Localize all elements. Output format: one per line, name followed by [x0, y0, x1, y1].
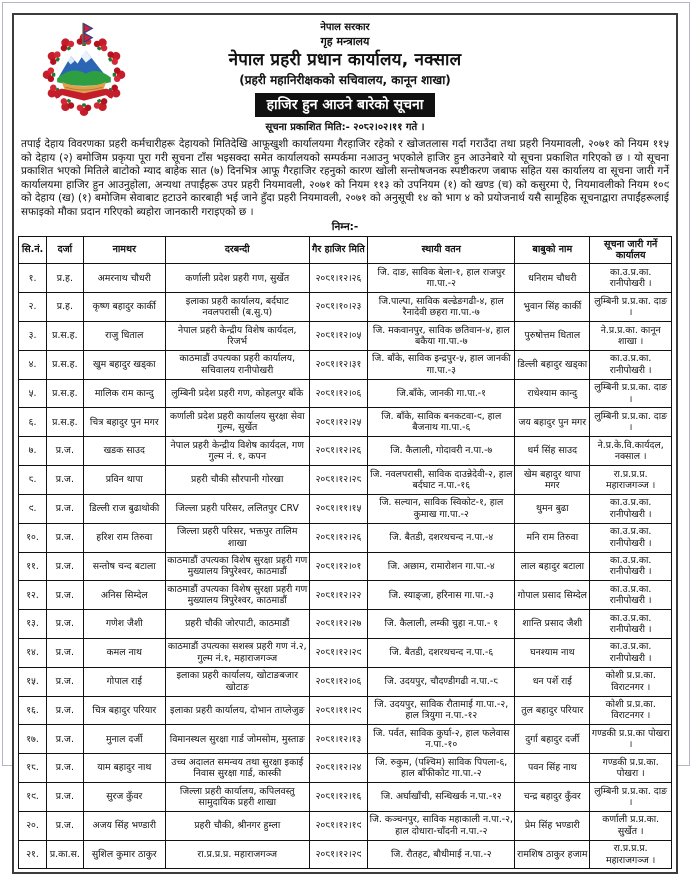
table-row — [19, 408, 672, 437]
cell-sn: ६. — [19, 408, 47, 437]
cell-name: खुम बहादुर खड्का — [83, 350, 165, 379]
cell-rank: प्र.ज. — [47, 667, 84, 696]
cell-name: अजय सिंह भण्डारी — [83, 811, 165, 840]
cell-name: हरिश राम तिरुवा — [83, 523, 165, 552]
cell-sn: २. — [19, 293, 47, 322]
cell-absent-date: २०८१।१२।३१ — [309, 350, 368, 379]
cell-absent-date: २०८१।१२।२५ — [309, 408, 368, 437]
cell-absent-date: २०८१।१२।२६ — [309, 523, 368, 552]
cell-sn: १९. — [19, 783, 47, 812]
table-row — [19, 293, 672, 322]
cell-rank: प्र.ज. — [47, 494, 84, 523]
cell-permanent-address: जि. बाँके, साविक इन्द्रपुर-५, हाल जानकी गा.पा.-३ — [368, 350, 515, 379]
cell-posting: प्रहरी चौकी सौरपानी गोरखा — [165, 466, 309, 495]
cell-issuing-office: ने.प्र.के.वि.कार्यदल, नक्साल । — [590, 437, 672, 466]
cell-father-name: राधेश्याम कान्दु — [515, 379, 590, 408]
cell-rank: प्र.ज. — [47, 610, 84, 639]
cell-father-name: डिल्ली बहादुर खड्का — [515, 350, 590, 379]
cell-absent-date: २०८१।१२।१३ — [309, 725, 368, 754]
cell-father-name: दुर्गा बहादुर दर्जी — [515, 725, 590, 754]
cell-permanent-address: जि. कैलाली, लम्की चुहा न.पा.- १ — [368, 610, 515, 639]
cell-issuing-office: गण्डकी प्र.प्र.का पोखरा । — [590, 725, 672, 754]
col-header-rank: दर्जा — [47, 236, 84, 264]
cell-sn: १५. — [19, 667, 47, 696]
cell-father-name: खेम बहादुर थापा मगर — [515, 466, 590, 495]
cell-absent-date: २०८१।१२।२२ — [309, 581, 368, 610]
cell-issuing-office: का.उ.प्र.का. रानीपोखरी । — [590, 494, 672, 523]
col-header-permanent-address: स्थायी वतन — [368, 236, 515, 264]
cell-sn: ४. — [19, 350, 47, 379]
table-row — [19, 638, 672, 667]
cell-permanent-address: जि. अछाम, रामारोशन गा.पा.-४ — [368, 552, 515, 581]
cell-permanent-address: जि. रौतहट, बौधीमाई न.पा.-२ — [368, 840, 515, 869]
cell-sn: ५. — [19, 379, 47, 408]
cell-name: मुनाल दर्जी — [83, 725, 165, 754]
cell-name: सन्तोष चन्द बटाला — [83, 552, 165, 581]
cell-sn: १४. — [19, 638, 47, 667]
cell-permanent-address: जि. सल्यान, साविक स्विकोट-१, हाल कुमाख गा.पा.-२ — [368, 494, 515, 523]
cell-absent-date: २०८१।११।१५ — [309, 494, 368, 523]
cell-rank: प्र.ज. — [47, 552, 84, 581]
header-sub-office: (प्रहरी महानिरीक्षकको सचिवालय, कानून शाखा) — [239, 73, 451, 87]
cell-name: खडक साउद — [83, 437, 165, 466]
cell-issuing-office: कर्णाली प्र.प्र.का. सुर्खेत । — [590, 811, 672, 840]
cell-father-name: धर्म सिंह साउद — [515, 437, 590, 466]
cell-issuing-office: रा.प्र.प्र.प्र. महाराजगञ्ज । — [590, 466, 672, 495]
cell-issuing-office: का.उ.प्र.का. रानीपोखरी । — [590, 350, 672, 379]
cell-name: डिल्ली राज बुढाथोकी — [83, 494, 165, 523]
document-header — [17, 19, 673, 135]
cell-father-name: थुमन बुढा — [515, 494, 590, 523]
cell-permanent-address: जि. स्याङ्जा, हरिनास गा.पा.-३ — [368, 581, 515, 610]
cell-permanent-address: जि. दाङ, साविक बेला-१, हाल राजपुर गा.पा.-२ — [368, 264, 515, 293]
header-office-name: नेपाल प्रहरी प्रधान कार्यालय, नक्साल — [228, 50, 462, 70]
cell-sn: ७. — [19, 437, 47, 466]
table-row — [19, 754, 672, 783]
cell-rank: प्र.ज. — [47, 754, 84, 783]
cell-father-name: पुरुषोत्तम धिताल — [515, 322, 590, 351]
cell-name: याम बहादुर नाथ — [83, 754, 165, 783]
cell-permanent-address: जि.बाँके, जानकी गा.पा.-१ — [368, 379, 515, 408]
cell-posting: नेपाल प्रहरी केन्द्रीय विशेष कार्यदल, रिजर्भ — [165, 322, 309, 351]
cell-rank: प्र.ज. — [47, 638, 84, 667]
cell-father-name: तुल बहादुर परियार — [515, 696, 590, 725]
cell-name: सुरज कुँवर — [83, 783, 165, 812]
cell-posting: नेपाल प्रहरी केन्द्रीय विशेष कार्यदल, गण गुल्म नं. १, कपन — [165, 437, 309, 466]
cell-sn: ३. — [19, 322, 47, 351]
cell-issuing-office: लुम्बिनी प्र.प्र.का. दाङ । — [590, 783, 672, 812]
cell-absent-date: २०८१।१२।०१ — [309, 552, 368, 581]
cell-posting: काठमाडौं उपत्यका विशेष सुरक्षा प्रहरी गण मुख्यालय त्रिपुरेश्वर, काठमाडौं — [165, 552, 309, 581]
table-row — [19, 610, 672, 639]
cell-father-name: रामशिष ठाकुर हजाम — [515, 840, 590, 869]
header-ministry: गृह मन्त्रालय — [320, 35, 370, 48]
cell-sn: १. — [19, 264, 47, 293]
cell-posting: उच्च अदालत समन्वय तथा सुरक्षा इकाई निवास सुरक्षा गार्ड, कास्की — [165, 754, 309, 783]
cell-posting: रा.प्र.प्र.प्र. महाराजगञ्ज — [165, 840, 309, 869]
cell-father-name: भुवान सिंह कार्की — [515, 293, 590, 322]
cell-rank: प्र.ज. — [47, 696, 84, 725]
cell-name: चित्र बहादुर परियार — [83, 696, 165, 725]
cell-permanent-address: जि. रुकुम, (पश्चिम) साविक पिपला-६, हाल बाँफीकोट गा.पा.-२ — [368, 754, 515, 783]
cell-rank: प्र.ज. — [47, 523, 84, 552]
cell-sn: १२. — [19, 581, 47, 610]
cell-absent-date: २०८१।१२।२७ — [309, 610, 368, 639]
cell-rank: प्र.स.ह. — [47, 322, 84, 351]
cell-name: प्रविन थापा — [83, 466, 165, 495]
cell-permanent-address: जि. नवलपरासी, साविक दाउन्नेदेवी-२, हाल बर्दघाट न.पा.-१६ — [368, 466, 515, 495]
cell-permanent-address: जि. पर्वत, साविक कुर्घा-२, हाल फलेवास न.पा.-१० — [368, 725, 515, 754]
col-header-absent-date: गैर हाजिर मिति — [309, 236, 368, 264]
cell-posting: प्रहरी चौकी, श्रीनगर हुम्ला — [165, 811, 309, 840]
cell-father-name: मनि राम तिरुवा — [515, 523, 590, 552]
table-row — [19, 523, 672, 552]
cell-father-name: प्रेम सिंह भण्डारी — [515, 811, 590, 840]
cell-posting: काठमाडौं उपत्यका विशेष सुरक्षा प्रहरी गण मुख्यालय त्रिपुरेश्वर, काठमाडौं — [165, 581, 309, 610]
cell-posting: प्रहरी चौकी जोरपाटी, काठमाडौं — [165, 610, 309, 639]
cell-permanent-address: जि. बैतडी, दशरथचन्द न.पा.-४ — [368, 523, 515, 552]
notice-title: हाजिर हुन आउने बारेको सूचना — [255, 93, 436, 117]
cell-issuing-office: का.उ.प्र.का. रानीपोखरी । — [590, 552, 672, 581]
cell-absent-date: २०८१।१२।२६ — [309, 437, 368, 466]
table-row — [19, 840, 672, 869]
cell-issuing-office: ने.प्र.प्र.का. कानून शाखा । — [590, 322, 672, 351]
cell-name: सुशिल कुमार ठाकुर — [83, 840, 165, 869]
cell-father-name: घनश्याम नाथ — [515, 638, 590, 667]
cell-absent-date: २०८१।१२।२८ — [309, 466, 368, 495]
cell-permanent-address: जि.पाल्पा, साविक बल्ढेङगढी-४, हाल रैनादेवी छहरा गा.पा.-७ — [368, 293, 515, 322]
table-row — [19, 696, 672, 725]
cell-issuing-office: लुम्बिनी प्र.प्र.का. दाङ । — [590, 408, 672, 437]
cell-sn: १७. — [19, 725, 47, 754]
cell-posting: काठमाडौं उपत्यका प्रहरी कार्यालय, सचिवालय रानीपोखरी — [165, 350, 309, 379]
cell-rank: प्र.ज. — [47, 581, 84, 610]
cell-absent-date: २०८१।१०।२३ — [309, 293, 368, 322]
cell-absent-date: २०८१।११।२९ — [309, 696, 368, 725]
cell-posting: जिल्ला प्रहरी कार्यालय, कपिलवस्तु सामुदायिक प्रहरी शाखा — [165, 783, 309, 812]
cell-permanent-address: जि. अर्घाखाँची, सन्धिखर्क न.पा.-१२ — [368, 783, 515, 812]
cell-father-name: जय बहादुर पुन मगर — [515, 408, 590, 437]
cell-absent-date: २०८१।१२।०५ — [309, 322, 368, 351]
col-header-father-name: बाबुको नाम — [515, 236, 590, 264]
cell-rank: प्र.ज. — [47, 725, 84, 754]
cell-father-name: गोपाल प्रसाद सिम्देल — [515, 581, 590, 610]
cell-sn: १३. — [19, 610, 47, 639]
cell-permanent-address: जि. मकवानपुर, साविक छतिवान-४, हाल बकैया गा.पा.-७ — [368, 322, 515, 351]
cell-father-name: चन्द्र बहादुर कुँवर — [515, 783, 590, 812]
table-row — [19, 552, 672, 581]
col-header-issuing-office: सूचना जारी गर्ने कार्यालय — [590, 236, 672, 264]
cell-issuing-office: गण्डकी प्र.प्र.का. पोखरा । — [590, 754, 672, 783]
table-body — [19, 264, 672, 869]
col-header-name: नामथर — [83, 236, 165, 264]
cell-sn: ९. — [19, 494, 47, 523]
table-row — [19, 437, 672, 466]
table-row — [19, 811, 672, 840]
cell-issuing-office: कोशी प्र.प्र.का. विराटनगर । — [590, 696, 672, 725]
table-row — [19, 494, 672, 523]
cell-name: गणेश जैशी — [83, 610, 165, 639]
cell-permanent-address: जि. बैतडी, दशरथचन्द न.पा.-६ — [368, 638, 515, 667]
cell-issuing-office: कोशी प्र.प्र.का. विराटनगर । — [590, 667, 672, 696]
cell-absent-date: २०८१।१२।२४ — [309, 754, 368, 783]
cell-absent-date: २०८१।१२।१९ — [309, 811, 368, 840]
table-row — [19, 783, 672, 812]
cell-rank: प्र.स.ह. — [47, 408, 84, 437]
cell-absent-date: २०८१।१२।२६ — [309, 264, 368, 293]
cell-issuing-office: रा.प्र.प्र.प्र. महाराजगञ्ज । — [590, 840, 672, 869]
cell-issuing-office: का.उ.प्र.का. रानीपोखरी । — [590, 610, 672, 639]
cell-rank: प्र.ह. — [47, 264, 84, 293]
cell-issuing-office: का.उ.प्र.का. रानीपोखरी । — [590, 581, 672, 610]
cell-father-name: धनिराम चौधरी — [515, 264, 590, 293]
cell-posting: विमानस्थल सुरक्षा गार्ड जोमसोम, मुस्ताङ — [165, 725, 309, 754]
cell-sn: ११. — [19, 552, 47, 581]
cell-permanent-address: जि. बाँके, साविक बनकटवा-९, हाल बैजनाथ गा.पा.-६ — [368, 408, 515, 437]
cell-posting: जिल्ला प्रहरी परिसर, भक्तपुर तालिम शाखा — [165, 523, 309, 552]
table-row — [19, 264, 672, 293]
cell-sn: ८. — [19, 466, 47, 495]
cell-name: गोपाल राई — [83, 667, 165, 696]
cell-name: कमल नाथ — [83, 638, 165, 667]
list-label: निम्न:- — [331, 220, 359, 233]
cell-rank: प्र.ज. — [47, 783, 84, 812]
cell-permanent-address: जि. कञ्चनपुर, साविक महाकाली न.पा.-२, हाल दोधारा-चाँदनी न.पा.-२ — [368, 811, 515, 840]
cell-name: मालिक राम कान्दु — [83, 379, 165, 408]
cell-issuing-office: लुम्बिनी प्र.प्र.का. दाङ । — [590, 379, 672, 408]
cell-rank: प्र.ज. — [47, 437, 84, 466]
cell-name: कृष्ण बहादुर कार्की — [83, 293, 165, 322]
col-header-posting: दरबन्दी — [165, 236, 309, 264]
cell-rank: प्र.स.ह. — [47, 379, 84, 408]
cell-rank: प्र.ज. — [47, 466, 84, 495]
cell-issuing-office: का.उ.प्र.का. रानीपोखरी । — [590, 523, 672, 552]
cell-rank: प्र.का.स. — [47, 840, 84, 869]
cell-posting: कर्णाली प्रदेश प्रहरी कार्यालय सुरक्षा सेवा गुल्म, सुर्खेत — [165, 408, 309, 437]
cell-permanent-address: जि. उदयपुर, चौदण्डीगढी न.पा.-८ — [368, 667, 515, 696]
cell-posting: कर्णाली प्रदेश प्रहरी गण, सुर्खेत — [165, 264, 309, 293]
table-row — [19, 581, 672, 610]
table-row — [19, 466, 672, 495]
cell-name: राजु धिताल — [83, 322, 165, 351]
cell-posting: काठमाडौं उपत्यका सशस्त्र प्रहरी गण नं.२, गुल्म नं.१, महाराजगञ्ज — [165, 638, 309, 667]
table-row — [19, 350, 672, 379]
cell-absent-date: २०८१।१२।०६ — [309, 667, 368, 696]
table-row — [19, 322, 672, 351]
cell-absent-date: २०८१।१२।२९ — [309, 638, 368, 667]
cell-sn: १८. — [19, 754, 47, 783]
published-date: सूचना प्रकाशित मिति:- २०८२।०२।११ गते । — [265, 122, 425, 133]
cell-rank: प्र.स.ह. — [47, 350, 84, 379]
cell-posting: लुम्बिनी प्रदेश प्रहरी गण, कोहलपुर बाँके — [165, 379, 309, 408]
personnel-table — [18, 236, 672, 870]
notice-content-box — [12, 13, 678, 874]
cell-name: चित्र बहादुर पुन मगर — [83, 408, 165, 437]
cell-rank: प्र.ज. — [47, 811, 84, 840]
cell-posting: इलाका प्रहरी कार्यालय, बर्दघाट नवलपरासी (ब.सु.प) — [165, 293, 309, 322]
header-government: नेपाल सरकार — [320, 22, 370, 33]
col-header-sn: सि.नं. — [19, 236, 47, 264]
cell-sn: १६. — [19, 696, 47, 725]
cell-sn: २१. — [19, 840, 47, 869]
cell-permanent-address: जि. कैलाली, गोदावरी न.पा.-७ — [368, 437, 515, 466]
cell-father-name: लाल बहादुर बटाला — [515, 552, 590, 581]
cell-father-name: पवन सिंह नाथ — [515, 754, 590, 783]
cell-name: अनिस सिम्देल — [83, 581, 165, 610]
cell-issuing-office: का.उ.प्र.का. रानीपोखरी । — [590, 264, 672, 293]
cell-father-name: शान्ति प्रसाद जैशी — [515, 610, 590, 639]
cell-issuing-office: लुम्बिनी प्र.प्र.का. दाङ । — [590, 293, 672, 322]
cell-sn: २०. — [19, 811, 47, 840]
cell-name: अमरनाथ चौधरी — [83, 264, 165, 293]
cell-sn: १०. — [19, 523, 47, 552]
cell-posting: इलाका प्रहरी कार्यालय, खोटाङबजार खोटाङ — [165, 667, 309, 696]
table-row — [19, 725, 672, 754]
table-row — [19, 667, 672, 696]
cell-absent-date: २०८१।१२।२९ — [309, 840, 368, 869]
cell-father-name: धन पर्शे राई — [515, 667, 590, 696]
cell-posting: इलाका प्रहरी कार्यालय, दोभान ताप्लेजुङ — [165, 696, 309, 725]
notice-body-text: तपाई देहाय विवरणका प्रहरी कर्मचारीहरू देहायको मितिदेखि आफूखुशी कार्यालयमा गैरहाजिर रहेको र खोजतलास गर्दा गराउँदा तथा प्रहरी नियमावली, २०७१ को नियम ११५ को देहाय (२) बमोजिम प्रकृया पूरा गरी सूचना टाँस भइसक्दा समेत कार्यालयको सम्पर्कमा नआउनु भएकोले हाजिर हुन आउनेबारे यो सूचना प्रकाशित गरिएको छ । यो सूचना प्रकाशित भएको मितिले बाटोको म्याद बाहेक सात (७) दिनभित्र आफू गैरहाजिर रहनुको कारण खोली सन्तोषजनक स्पष्टीकरण जबाफ सहित यस कार्यालय वा सूचना जारी गर्ने कार्यालयमा हाजिर हुन आउनुहोला, अन्यथा तपाईंहरू उपर प्रहरी नियमावली, २०७१ को नियम ११३ को उपनियम (१) को खण्ड (च) को कसुरमा ऐ, नियमावलीको नियम १०९ को देहाय (ख) (१) बमोजिम सेवाबाट हटाउने कारबाही भई जाने हुँदा प्रहरी नियमावली, २०७१ को अनुसूची १४ को भाग ४ को प्रयोजनार्थ यसै सामूहिक सूचनाद्वारा तपाईंहरूलाई सफाइको मौका प्रदान गरिएको ब्यहोरा जानकारी गराइएको छ । — [21, 138, 669, 218]
nepal-police-emblem-icon — [37, 21, 131, 121]
cell-absent-date: २०८१।१२।०६ — [309, 379, 368, 408]
cell-permanent-address: जि. उदयपुर, साविक रौतामाई गा.पा.-२, हाल त्रियुगा न.पा.-१२ — [368, 696, 515, 725]
cell-posting: जिल्ला प्रहरी परिसर, ललितपुर CRV — [165, 494, 309, 523]
cell-issuing-office: का.उ.प्र.का. रानीपोखरी । — [590, 638, 672, 667]
cell-rank: प्र.ह. — [47, 293, 84, 322]
table-header-row — [19, 236, 672, 264]
table-row — [19, 379, 672, 408]
cell-absent-date: २०८१।१२।१६ — [309, 783, 368, 812]
